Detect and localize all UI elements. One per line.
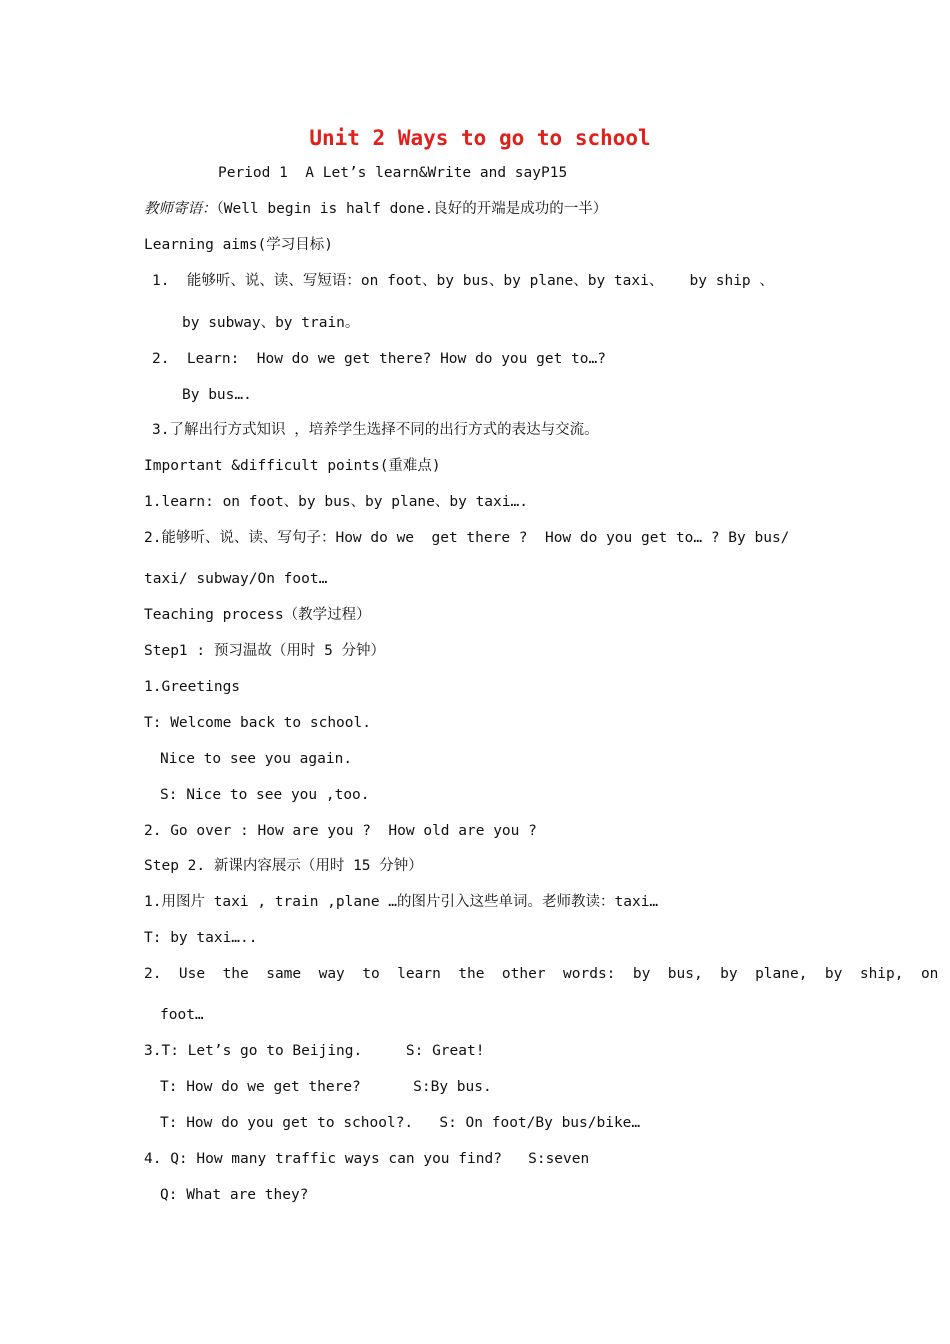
step-2-item-2-line-1: 2. Use the same way to learn the other words: by bus, by plane, by ship, on — [144, 966, 939, 982]
aim-1-line-1: 1. 能够听、说、读、写短语：on foot、by bus、by plane、by taxi、 by ship 、 — [152, 273, 774, 289]
step-2-item-4-line-2: Q: What are they? — [160, 1187, 309, 1203]
motto-label: 教师寄语： — [144, 201, 217, 217]
step-2-item-3-line-3: T: How do you get to school?. S: On foot/By bus/bike… — [160, 1115, 641, 1131]
aim-3: 3.了解出行方式知识 ，培养学生选择不同的出行方式的表达与交流。 — [152, 422, 599, 438]
motto-line — [144, 199, 607, 219]
step-1-go-over: 2. Go over : How are you ? How old are you ? — [144, 823, 537, 839]
period-line: Period 1 A Let’s learn&Write and sayP15 — [218, 165, 568, 181]
step-1-student-line: S: Nice to see you ,too. — [160, 787, 370, 803]
step-2-item-1: 1.用图片 taxi , train ,plane …的图片引入这些单词。老师教读：taxi… — [144, 894, 659, 910]
aim-2-line-1: 2. Learn: How do we get there? How do you get to…? — [152, 351, 606, 367]
step-2-item-3-line-2: T: How do we get there? S:By bus. — [160, 1079, 492, 1095]
step-2-item-3-line-1: 3.T: Let’s go to Beijing. S: Great! — [144, 1043, 485, 1059]
step-2-item-1-teacher: T: by taxi….. — [144, 930, 258, 946]
step-1-teacher-line: T: Welcome back to school. — [144, 715, 371, 731]
point-2-line-2: taxi/ subway/On foot… — [144, 571, 328, 587]
motto-text: （Well begin is half done.良好的开端是成功的一半） — [216, 201, 608, 217]
process-heading: Teaching process（教学过程） — [144, 607, 371, 623]
point-1: 1.learn: on foot、by bus、by plane、by taxi…. — [144, 494, 528, 510]
point-2-line-1: 2.能够听、说、读、写句子：How do we get there ? How do you get to… ? By bus/ — [144, 530, 790, 546]
page-title: Unit 2 Ways to go to school — [309, 126, 651, 150]
step-1-nice-line: Nice to see you again. — [160, 751, 353, 767]
aim-2-line-2: By bus…. — [182, 387, 252, 403]
step-2-item-4-line-1: 4. Q: How many traffic ways can you find? S:seven — [144, 1151, 590, 1167]
aims-heading: Learning aims(学习目标) — [144, 237, 333, 253]
step-1-heading: Step1 : 预习温故（用时 5 分钟） — [144, 643, 386, 659]
step-2-item-2-line-2: foot… — [160, 1007, 204, 1023]
step-2-heading: Step 2. 新课内容展示（用时 15 分钟） — [144, 858, 423, 874]
aim-1-line-2: by subway、by train。 — [182, 315, 360, 331]
step-1-greetings: 1.Greetings — [144, 679, 241, 695]
points-heading: Important &difficult points(重难点) — [144, 458, 441, 474]
